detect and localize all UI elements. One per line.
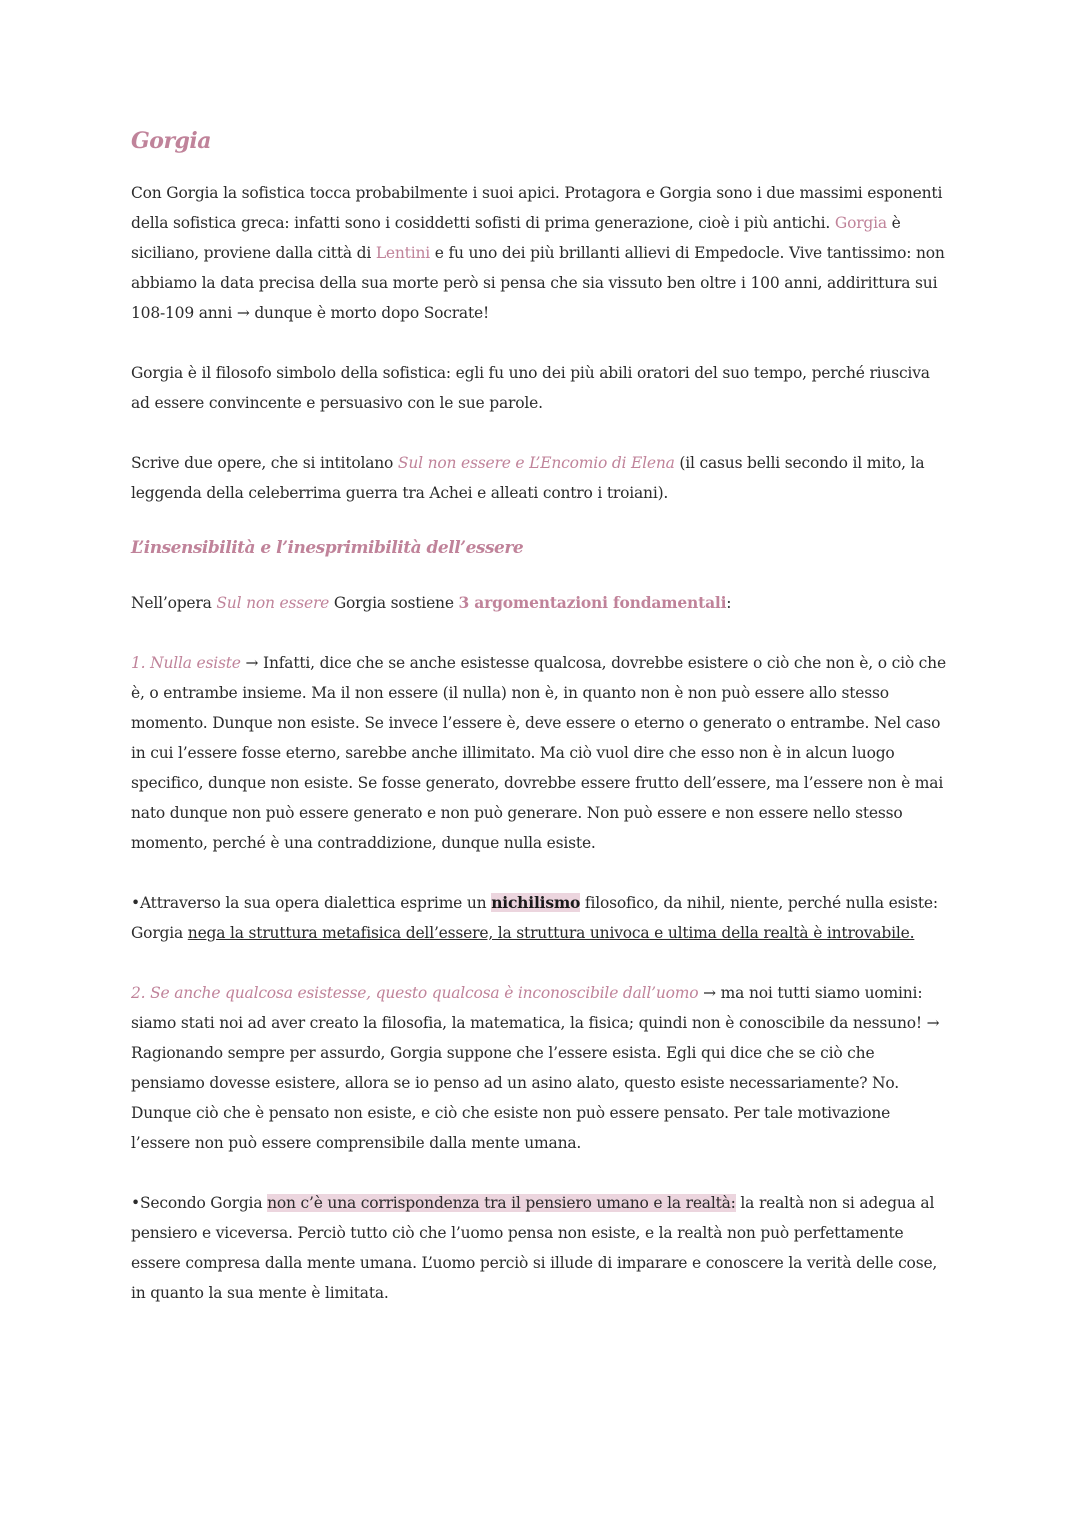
- orator-paragraph: Gorgia è il filosofo simbolo della sofistica: egli fu uno dei più abili oratori del suo tempo, perché riusciva ad essere convincente e persuasivo con le sue parole.: [131, 364, 930, 412]
- nihilism-highlight: nichilismo: [491, 893, 581, 912]
- nihilism-text: filosofico, da nihil, niente, perché nulla esiste: Gorgia: [131, 894, 938, 942]
- arguments-intro: [131, 588, 946, 618]
- argument-2-heading: 2. Se anche qualcosa esistesse, questo qualcosa è inconoscibile dall’uomo: [131, 984, 699, 1002]
- correspondence-paragraph: [131, 1188, 946, 1308]
- intro-text: e fu uno dei più brillanti allievi di Empedocle. Vive tantissimo: non abbiamo la data precisa della sua morte però si pensa che sia vissuto ben oltre i 100 anni, addirittura sui 108-109 anni → dunque è morto dopo Socrate!: [131, 244, 945, 322]
- arguments-text: Nell’opera: [131, 594, 217, 612]
- works-text: (il casus belli secondo il mito, la leggenda della celeberrima guerra tra Achei e alleati contro i troiani).: [131, 454, 925, 502]
- arguments-text: :: [726, 594, 732, 612]
- works-paragraph: [131, 448, 946, 508]
- works-text: Scrive due opere, che si intitolano: [131, 454, 398, 472]
- section-subtitle: L’insensibilità e l’inesprimibilità dell’essere: [131, 538, 524, 558]
- city-name: Lentini: [375, 244, 431, 262]
- argument-1-heading: 1. Nulla esiste: [131, 654, 241, 672]
- argument-1: [131, 648, 946, 858]
- work-title: Sul non essere: [216, 594, 330, 612]
- gorgia-name: Gorgia: [834, 214, 887, 232]
- intro-paragraph: [131, 178, 946, 328]
- works-titles: Sul non essere e L’Encomio di Elena: [397, 454, 675, 472]
- arguments-bold: 3 argomentazioni fondamentali: [458, 593, 727, 612]
- correspondence-highlight: non c’è una corrispondenza tra il pensiero umano e la realtà:: [267, 1194, 736, 1212]
- argument-1-body: → Infatti, dice che se anche esistesse qualcosa, dovrebbe esistere o ciò che non è, o ciò che è, o entrambe insieme. Ma il non essere (il nulla) non è, in quanto non è non può essere allo stesso momento. Dunque non esiste. Se invece l’essere è, deve essere o eterno o generato o entrambe. Nel caso in cui l’essere fosse eterno, sarebbe anche illimitato. Ma ciò vuol dire che esso non è in alcun luogo specifico, dunque non esiste. Se fosse generato, dovrebbe essere frutto dell’essere, ma l’essere non è mai nato dunque non può essere generato e non può generare. Non può essere e non essere nello stesso momento, perché è una contraddizione, dunque nulla esiste.: [131, 654, 946, 852]
- nihilism-text: •Attraverso la sua opera dialettica esprime un: [131, 894, 492, 912]
- argument-2-body: → ma noi tutti siamo uomini: siamo stati noi ad aver creato la filosofia, la matematica, la fisica; quindi non è conoscibile da nessuno! → Ragionando sempre per assurdo, Gorgia suppone che l’essere esista. Egli qui dice che se ciò che pensiamo dovesse esistere, allora se io penso ad un asino alato, questo esiste necessariamente? No. Dunque ciò che è pensato non esiste, e ciò che esiste non può essere pensato. Per tale motivazione l’essere non può essere comprensibile dalla mente umana.: [131, 984, 940, 1152]
- document-page: [131, 128, 946, 1338]
- intro-text: è siciliano, proviene dalla città di: [131, 214, 901, 262]
- argument-2: [131, 978, 946, 1158]
- page-title: Gorgia: [131, 128, 212, 154]
- nihilism-underline: nega la struttura metafisica dell’essere, la struttura univoca e ultima della realtà è introvabile.: [187, 924, 915, 942]
- intro-text: Con Gorgia la sofistica tocca probabilmente i suoi apici. Protagora e Gorgia sono i due massimi esponenti della sofistica greca: infatti sono i cosiddetti sofisti di prima generazione, cioè i più antichi.: [131, 184, 943, 232]
- correspondence-text: la realtà non si adegua al pensiero e viceversa. Perciò tutto ciò che l’uomo pensa non esiste, e la realtà non può perfettamente essere compresa dalla mente umana. L’uomo perciò si illude di imparare e conoscere la verità delle cose, in quanto la sua mente è limitata.: [131, 1194, 938, 1302]
- nihilism-paragraph: [131, 888, 946, 948]
- correspondence-text: •Secondo Gorgia: [131, 1194, 268, 1212]
- arguments-text: Gorgia sostiene: [329, 594, 459, 612]
